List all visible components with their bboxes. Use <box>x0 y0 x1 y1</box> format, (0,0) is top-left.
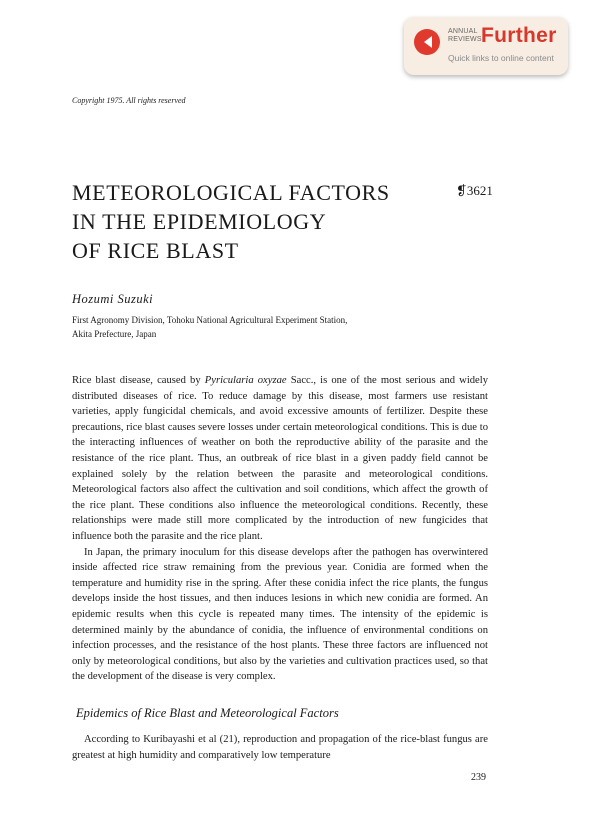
section-paragraph-1: According to Kuribayashi et al (21), reproduction and propagation of the rice-blast fungus are greatest at high humidity and comparatively low temperature <box>72 734 488 761</box>
p1-before: Rice blast disease, caused by <box>72 375 205 386</box>
article-id: ❡3621 <box>456 183 493 198</box>
affiliation-line-2: Akita Prefecture, Japan <box>72 329 157 339</box>
title-line-2: IN THE EPIDEMIOLOGY <box>72 209 327 234</box>
title-line-3: OF RICE BLAST <box>72 238 239 263</box>
badge-further-label: Further <box>481 24 557 47</box>
badge-annual-label: ANNUAL <box>448 28 478 35</box>
section-heading: Epidemics of Rice Blast and Meteorological Factors <box>76 706 339 720</box>
page-number: 239 <box>471 772 486 783</box>
p1-after: Sacc., is one of the most serious and widely distributed diseases of rice. To reduce damage by this disease, most farmers use resistant varieties, apply fungicidal chemicals, and avoid excessive amounts of fertilizer. Despite these precautions, rice blast causes severe losses under certain meteorological conditions. This is due to the interacting influences of weather on both the reproductive ability of the parasite and the resistance of the rice plant. Thus, an outbreak of rice blast in a given paddy field cannot be explained solely by the relation between the parasite and meteorological conditions. Meteorological factors also affect the cultivation and soil conditions, which affect the growth of the rice plant. These conditions also influence the meteorological conditions. Recently, these relationships were made still more complicated by the introduction of new fungicides that influence both the parasite and the rice plant. <box>72 375 489 542</box>
copyright-notice: Copyright 1975. All rights reserved <box>72 96 186 105</box>
title-line-1: METEOROLOGICAL FACTORS <box>72 180 390 205</box>
author-affiliation <box>72 313 492 341</box>
intro-paragraph-2: In Japan, the primary inoculum for this disease develops after the pathogen has overwintered inside affected rice straw remaining from the previous year. Conidia are formed when the temperature and humidity rise in the spring. After these conidia infect the rice plants, the fungus develops inside the host tissues, and then induces lesions in which new conidia are formed. An epidemic results when this cycle is repeated many times. The intensity of the epidemic is determined mainly by the abundance of conidia, the influence of environmental conditions on infection processes, and the resistance of the host plants. These three factors are influenced not only by meteorological conditions, but also by the varieties and cultivation practices used, so that the development of the disease is very complex. <box>72 546 488 683</box>
further-arrow-icon <box>414 29 440 55</box>
article-title <box>72 178 432 265</box>
further-badge[interactable] <box>404 17 568 75</box>
badge-reviews-label: REVIEWS <box>448 36 482 43</box>
author-name: Hozumi Suzuki <box>72 292 154 306</box>
intro-paragraph-1 <box>72 373 488 545</box>
intro-body <box>72 373 488 685</box>
badge-subtitle: Quick links to online content <box>448 53 554 63</box>
affiliation-line-1: First Agronomy Division, Tohoku National Agricultural Experiment Station, <box>72 315 348 325</box>
species-name: Pyricularia oxyzae <box>204 375 287 386</box>
